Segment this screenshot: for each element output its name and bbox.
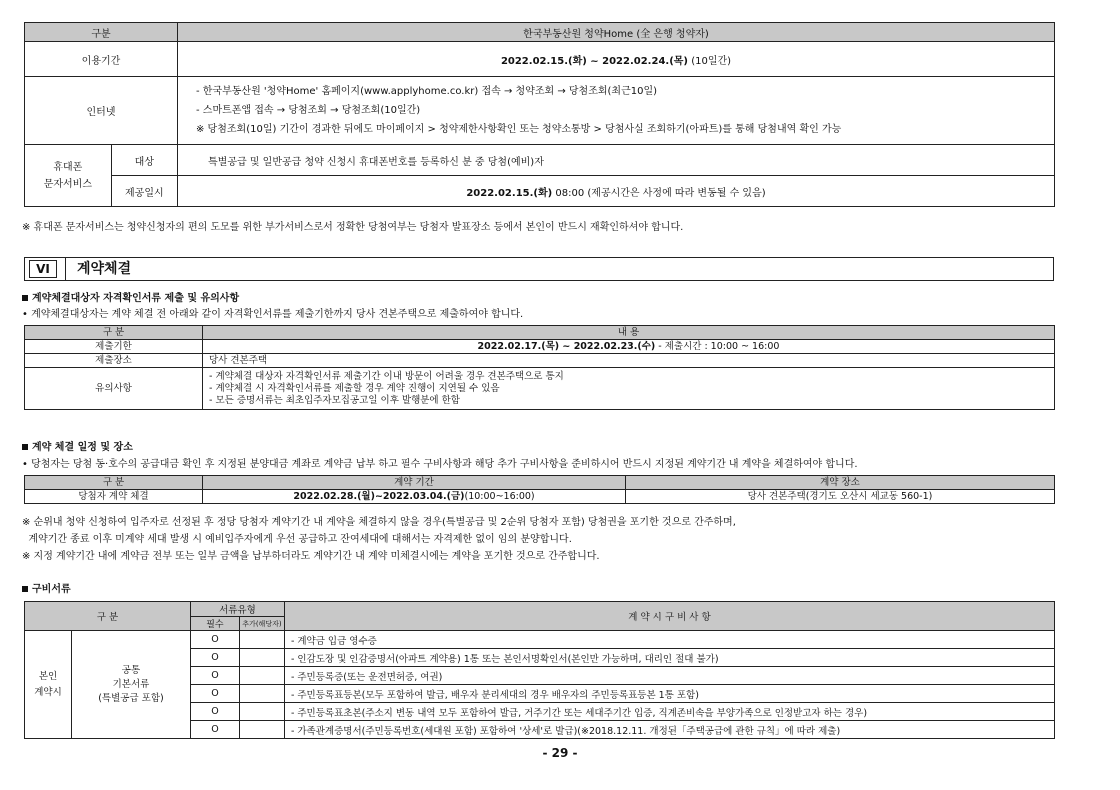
req-item: - 가족관계증명서(주민등록번호(세대원 포함) 포함하여 '상세'로 발급)(※2018.12.11. 개정된「주택공급에 관한 규칙」에 따라 제출) — [284, 721, 1054, 739]
caution-list — [203, 368, 1055, 410]
schedule-table — [24, 475, 1055, 504]
docs-header-gubun: 구 분 — [25, 326, 203, 340]
req-extra-mark — [239, 631, 284, 649]
provide-value: 2022.02.15.(화) 08:00 (제공시간은 사정에 따라 변동될 수 있음) — [178, 176, 1055, 207]
req-header-gubun: 구 분 — [25, 602, 191, 631]
schedule-header-gubun: 구 분 — [25, 476, 203, 490]
provide-label: 제공일시 — [111, 176, 177, 207]
header-site: 한국부동산원 청약Home (全 은행 청약자) — [178, 23, 1055, 42]
schedule-heading: 계약 체결 일정 및 장소 — [22, 438, 133, 453]
req-extra-mark — [239, 703, 284, 721]
docs-header-content: 내 용 — [203, 326, 1055, 340]
req-extra-mark — [239, 685, 284, 703]
docs-desc: • 계약체결대상자는 계약 체결 전 아래와 같이 자격확인서류를 제출기한까지 당사 견본주택으로 제출하여야 합니다. — [22, 309, 524, 320]
section-title: 계약체결 — [77, 261, 132, 277]
place-label: 제출장소 — [25, 354, 203, 368]
req-header-required: 필수 — [190, 617, 239, 631]
req-header-type: 서류유형 — [190, 602, 284, 617]
req-required-mark: O — [190, 721, 239, 739]
caution-label: 유의사항 — [25, 368, 203, 410]
page-number: - 29 - — [542, 746, 578, 760]
internet-label: 인터넷 — [25, 77, 178, 145]
req-subgroup-common: 공통 기본서류 (특별공급 포함) — [72, 631, 191, 739]
header-gubun: 구분 — [25, 23, 178, 42]
req-required-mark: O — [190, 631, 239, 649]
schedule-row-label: 당첨자 계약 체결 — [25, 490, 203, 504]
req-extra-mark — [239, 721, 284, 739]
req-required-mark: O — [190, 685, 239, 703]
req-required-mark: O — [190, 703, 239, 721]
req-required-mark: O — [190, 649, 239, 667]
req-header-extra: 추가(해당자) — [239, 617, 284, 631]
winner-inquiry-table — [24, 22, 1055, 207]
schedule-row-place: 당사 견본주택(경기도 오산시 세교동 560-1) — [626, 490, 1055, 504]
req-item: - 주민등록증(또는 운전면허증, 여권) — [284, 667, 1054, 685]
req-header-items: 계 약 시 구 비 사 항 — [284, 602, 1054, 631]
target-value: 특별공급 및 일반공급 청약 신청시 휴대폰번호를 등록하신 분 중 당첨(예비)자 — [178, 145, 1055, 176]
docs-table — [24, 325, 1055, 410]
req-item: - 계약금 입금 영수증 — [284, 631, 1054, 649]
schedule-note: ※ 순위내 청약 신청하여 입주자로 선정된 후 정당 당첨자 계약기간 내 계약을 체결하지 않을 경우(특별공급 및 2순위 당첨자 포함) 당첨권을 포기한 것으로 간주하며, — [22, 517, 736, 528]
internet-steps — [178, 77, 1055, 145]
required-docs-table — [24, 601, 1055, 739]
section-divider — [65, 258, 66, 280]
internet-line: - 스마트폰앱 접속 → 당첨조회 → 당첨조회(10일간) — [196, 105, 421, 116]
sms-service-label: 휴대폰 문자서비스 — [25, 145, 112, 207]
period-value: 2022.02.15.(화) ~ 2022.02.24.(목) (10일간) — [178, 42, 1055, 77]
req-item: - 주민등록표초본(주소지 변동 내역 모두 포함하여 발급, 거주기간 또는 세대주기간 입증, 직계존비속을 부양가족으로 인정받고자 하는 경우) — [284, 703, 1054, 721]
schedule-row-period: 2022.02.28.(월)~2022.03.04.(금)(10:00~16:00) — [203, 490, 626, 504]
req-item: - 주민등록표등본(모두 포함하여 발급, 배우자 분리세대의 경우 배우자의 주민등록표등본 1통 포함) — [284, 685, 1054, 703]
req-extra-mark — [239, 649, 284, 667]
section-number: VI — [29, 260, 57, 278]
deadline-value: 2022.02.17.(목) ~ 2022.02.23.(수) - 제출시간 : 10:00 ~ 16:00 — [203, 340, 1055, 354]
sms-note: ※ 휴대폰 문자서비스는 청약신청자의 편의 도모를 위한 부가서비스로서 정확한 당첨여부는 당첨자 발표장소 등에서 본인이 반드시 재확인하셔야 합니다. — [22, 222, 684, 233]
docs-heading: 계약체결대상자 자격확인서류 제출 및 유의사항 — [22, 289, 239, 304]
internet-line: - 한국부동산원 '청약Home' 홈페이지(www.applyhome.co.kr) 접속 → 청약조회 → 당첨조회(최근10일) — [196, 86, 658, 97]
internet-line: ※ 당첨조회(10일) 기간이 경과한 뒤에도 마이페이지 > 청약제한사항확인 또는 청약소통방 > 당첨사실 조회하기(아파트)를 통해 당첨내역 확인 가능 — [196, 124, 842, 135]
period-label: 이용기간 — [25, 42, 178, 77]
required-heading: 구비서류 — [22, 580, 71, 595]
schedule-header-period: 계약 기간 — [203, 476, 626, 490]
req-item: - 인감도장 및 인감증명서(아파트 계약용) 1통 또는 본인서명확인서(본인만 가능하며, 대리인 절대 불가) — [284, 649, 1054, 667]
schedule-header-place: 계약 장소 — [626, 476, 1055, 490]
req-required-mark: O — [190, 667, 239, 685]
caution-line: - 계약체결 대상자 자격확인서류 제출기간 이내 방문이 어려울 경우 견본주택으로 통지 — [209, 370, 564, 382]
deadline-label: 제출기한 — [25, 340, 203, 354]
place-value: 당사 견본주택 — [203, 354, 1055, 368]
schedule-note: 계약기간 종료 이후 미계약 세대 발생 시 예비입주자에게 우선 공급하고 잔여세대에 대해서는 자격제한 없이 임의 분양합니다. — [22, 534, 572, 545]
caution-line: - 계약체결 시 자격확인서류를 제출할 경우 계약 진행이 지연될 수 있음 — [209, 382, 500, 394]
req-extra-mark — [239, 667, 284, 685]
schedule-desc: • 당첨자는 당첨 동·호수의 공급대금 확인 후 지정된 분양대금 계좌로 계약금 납부 하고 필수 구비사항과 해당 추가 구비사항을 준비하시어 반드시 지정된 계약기간 내 계약을 체결하여야 합니다. — [22, 459, 858, 470]
target-label: 대상 — [111, 145, 177, 176]
caution-line: - 모든 증명서류는 최초입주자모집공고일 이후 발행분에 한함 — [209, 394, 460, 406]
req-group-self: 본인 계약시 — [25, 631, 72, 739]
section-header — [24, 257, 1054, 281]
schedule-note: ※ 지정 계약기간 내에 계약금 전부 또는 일부 금액을 납부하더라도 계약기간 내 계약 미체결시에는 계약을 포기한 것으로 간주합니다. — [22, 551, 600, 562]
